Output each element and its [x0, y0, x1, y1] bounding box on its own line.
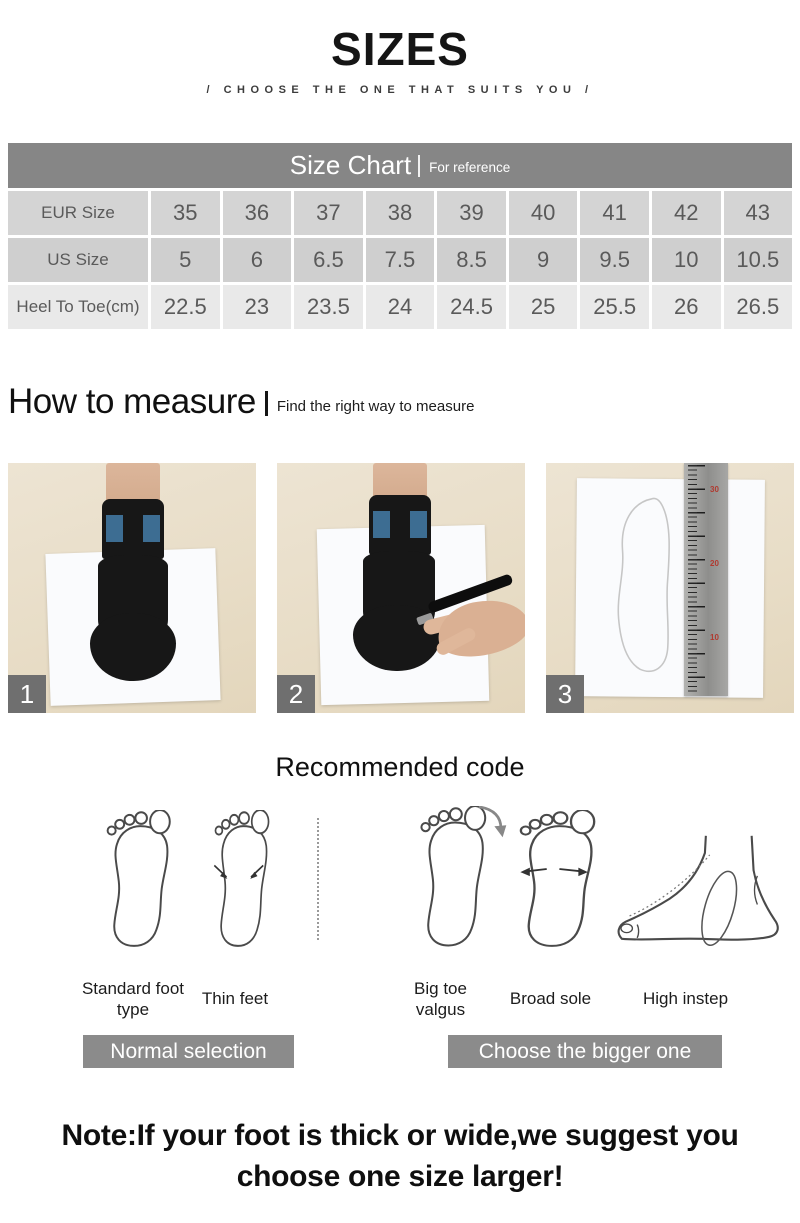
sock-label-patch [373, 511, 390, 538]
foot-type-label: Thin feet [201, 989, 269, 1008]
table-cell: 24.5 [437, 285, 506, 329]
ruler-number: 30 [710, 485, 719, 494]
size-note-line-2: choose one size larger! [236, 1160, 564, 1193]
table-cell: 25 [509, 285, 578, 329]
step-number-badge: 2 [277, 675, 315, 713]
step-number-badge: 3 [546, 675, 584, 713]
divider [418, 155, 420, 177]
page-subtitle: / CHOOSE THE ONE THAT SUITS YOU / [206, 84, 594, 96]
row-label: EUR Size [8, 191, 148, 235]
ruler [684, 463, 728, 696]
table-row-heel-to-toe [8, 285, 792, 329]
size-note-line-1: Note:If your foot is thick or wide,we suggest you [61, 1119, 739, 1152]
row-label: US Size [8, 238, 148, 282]
thin-feet-diagram [196, 810, 280, 962]
measure-step-photo-3 [546, 463, 794, 713]
sock-label-patch [410, 511, 427, 538]
row-label: Heel To Toe(cm) [8, 285, 148, 329]
table-cell: 24 [366, 285, 435, 329]
ruler-number: 10 [710, 633, 719, 642]
measure-step-photo-1 [8, 463, 256, 713]
table-cell: 37 [294, 191, 363, 235]
broad-sole-diagram [494, 810, 610, 962]
table-cell: 41 [580, 191, 649, 235]
table-cell: 6 [223, 238, 292, 282]
how-to-measure-heading [8, 383, 474, 421]
table-cell: 23 [223, 285, 292, 329]
table-cell: 39 [437, 191, 506, 235]
size-chart-subtitle: For reference [429, 160, 511, 175]
foot-type-label: Broad sole [509, 989, 592, 1008]
table-cell: 7.5 [366, 238, 435, 282]
table-cell: 10 [652, 238, 721, 282]
divider [265, 391, 268, 416]
table-cell: 25.5 [580, 285, 649, 329]
table-cell: 9.5 [580, 238, 649, 282]
table-cell: 35 [151, 191, 220, 235]
table-cell: 23.5 [294, 285, 363, 329]
size-chart-header [8, 143, 792, 188]
table-cell: 6.5 [294, 238, 363, 282]
section-subtitle: Find the right way to measure [276, 398, 475, 415]
table-cell: 26 [652, 285, 721, 329]
table-cell: 22.5 [151, 285, 220, 329]
recommended-code-title: Recommended code [275, 752, 525, 782]
table-cell: 5 [151, 238, 220, 282]
foot-type-label: Standard foot type [81, 979, 185, 1019]
ruler-ticks-minor [688, 465, 697, 694]
table-cell: 36 [223, 191, 292, 235]
table-row-eur-size [8, 191, 792, 235]
measure-step-photo-2 [277, 463, 525, 713]
table-cell: 38 [366, 191, 435, 235]
choose-bigger-one-banner: Choose the bigger one [448, 1035, 722, 1068]
page-title: SIZES [331, 23, 469, 75]
table-cell: 9 [509, 238, 578, 282]
table-cell: 40 [509, 191, 578, 235]
table-row-us-size [8, 238, 792, 282]
size-chart-table [8, 143, 792, 329]
table-cell: 43 [724, 191, 793, 235]
high-instep-diagram [612, 832, 794, 956]
foot-type-label: High instep [642, 989, 729, 1008]
table-cell: 42 [652, 191, 721, 235]
table-cell: 10.5 [724, 238, 793, 282]
size-note [0, 1115, 800, 1197]
foot-type-label: Big toe valgus [414, 979, 467, 1019]
group-divider-dotted [317, 818, 319, 940]
ruler-number: 20 [710, 559, 719, 568]
sock-label-patch [106, 515, 123, 542]
normal-selection-banner: Normal selection [83, 1035, 294, 1068]
sock-label-patch [143, 515, 160, 542]
table-cell: 26.5 [724, 285, 793, 329]
section-title: How to measure [8, 382, 256, 421]
table-cell: 8.5 [437, 238, 506, 282]
size-chart-title: Size Chart [289, 150, 412, 180]
standard-foot-diagram [83, 810, 185, 962]
step-number-badge: 1 [8, 675, 46, 713]
